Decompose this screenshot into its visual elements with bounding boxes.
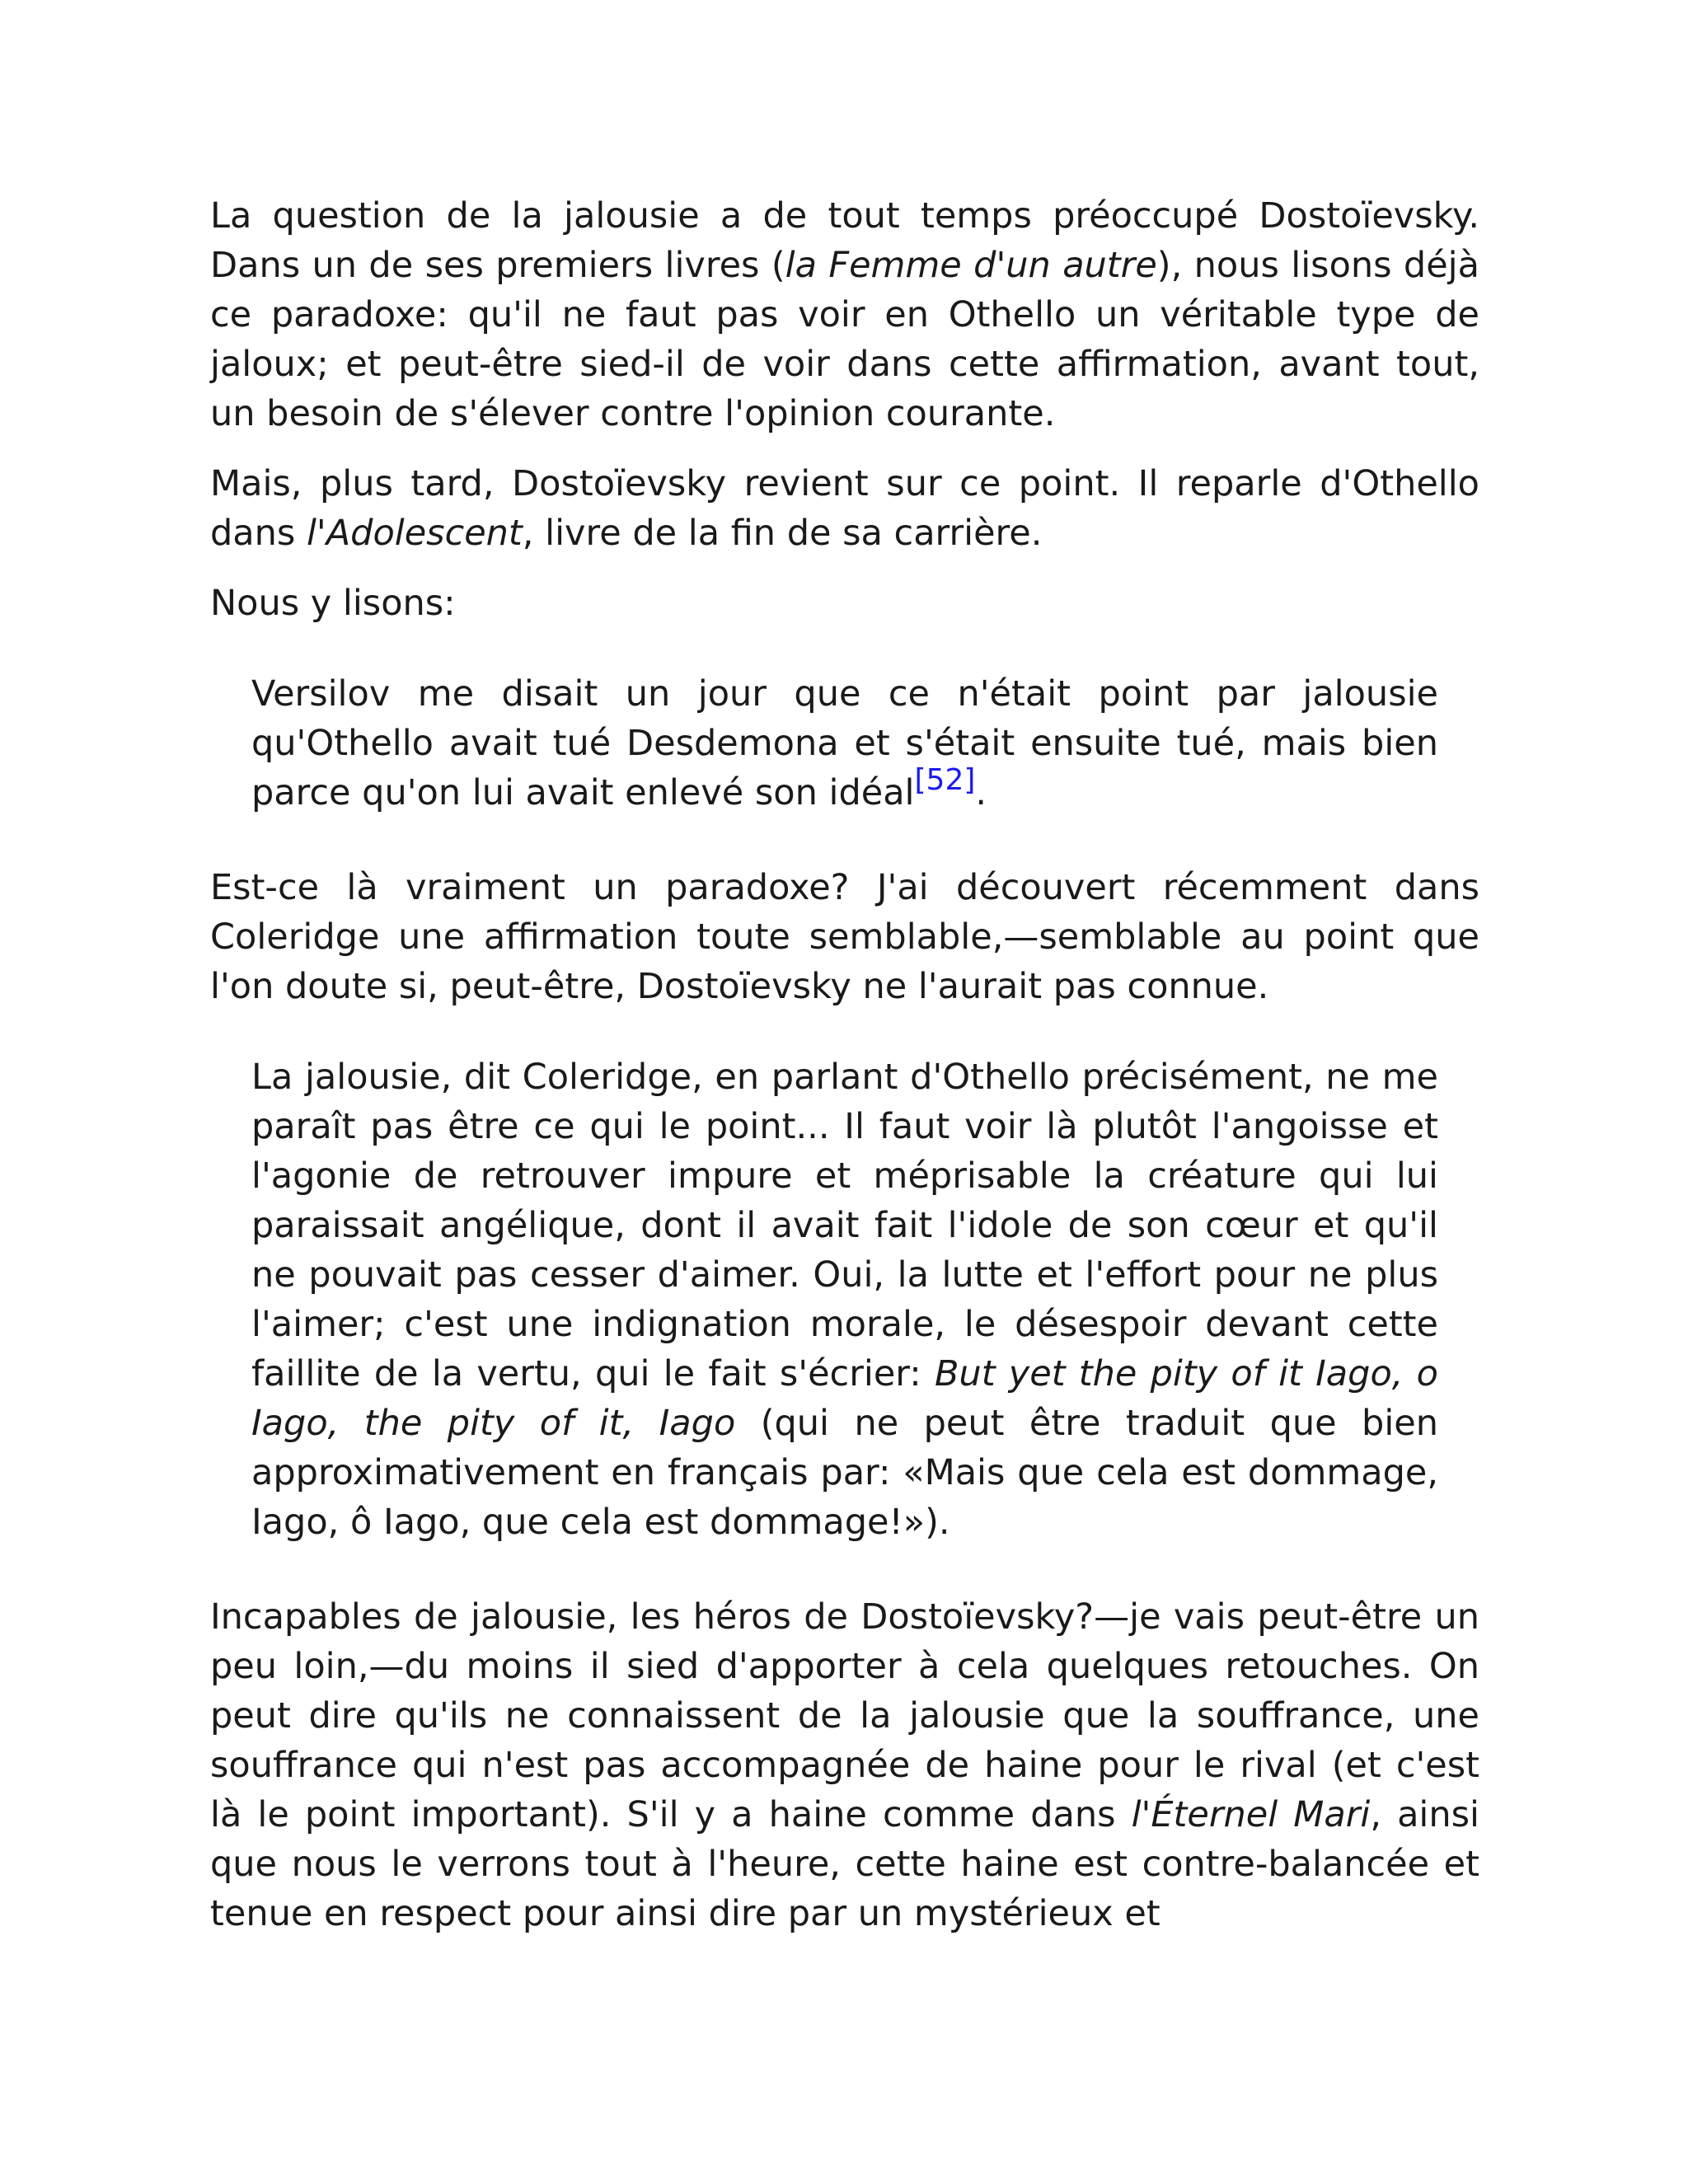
paragraph-1 (210, 191, 1479, 438)
blockquote-versilov (251, 669, 1438, 818)
paragraph-2-text-start: Mais, plus tard, Dostoïevsky revient sur ce point. Il reparle d'Othello dans (210, 463, 1479, 554)
paragraph-1-text-start: La question de la jalousie a de tout temps préoccupé Dostoïevsky. Dans un de ses premiers livres ( (210, 195, 1479, 286)
paragraph-5 (210, 1592, 1479, 1938)
book-title-adolescent: l'Adolescent (306, 513, 523, 554)
shakespeare-quote: But yet the pity of it Iago, o Iago, the pity of it, Iago (251, 1353, 1438, 1444)
blockquote-versilov-end: . (975, 772, 987, 813)
document-page (210, 191, 1479, 1959)
book-title-femme-dun-autre: la Femme d'un autre (785, 245, 1157, 286)
footnote-link-52[interactable]: [52] (914, 763, 976, 797)
paragraph-3: Nous y lisons: (210, 583, 456, 624)
paragraph-5-text-start: Incapables de jalousie, les héros de Dostoïevsky?—je vais peut-être un peu loin,—du moins il sied d'apporter à cela quelques retouches. On peut dire qu'ils ne connaissent de la jalousie que la souffrance, une souffrance qui n'est pas accompagnée de haine pour le rival (et c'est là le point important). S'il y a haine comme dans (210, 1596, 1479, 1835)
paragraph-2-text-end: , livre de la fin de sa carrière. (522, 513, 1043, 554)
blockquote-coleridge (251, 1052, 1438, 1547)
blockquote-versilov-text: Versilov me disait un jour que ce n'était point par jalousie qu'Othello avait tué Desdemona et s'était ensuite tué, mais bien parce qu'on lui avait enlevé son idéal (251, 673, 1438, 813)
paragraph-1-text-end: ), nous lisons déjà ce paradoxe: qu'il ne faut pas voir en Othello un véritable type de jaloux; et peut-être sied-il de voir dans cette affirmation, avant tout, un besoin de s'élever contre l'opinion courante. (210, 245, 1479, 434)
paragraph-4: Est-ce là vraiment un paradoxe? J'ai découvert récemment dans Coleridge une affirmation toute semblable,—semblable au point que l'on doute si, peut-être, Dostoïevsky ne l'aurait pas connue. (210, 867, 1479, 1007)
blockquote-coleridge-text-start: La jalousie, dit Coleridge, en parlant d'Othello précisément, ne me paraît pas être ce qui le point... Il faut voir là plutôt l'angoisse et l'agonie de retrouver impure et méprisable la créature qui lui paraissait angélique, dont il avait fait l'idole de son cœur et qu'il ne pouvait pas cesser d'aimer. Oui, la lutte et l'effort pour ne plus l'aimer; c'est une indignation morale, le désespoir devant cette faillite de la vertu, qui le fait s'écrier: (251, 1057, 1438, 1394)
paragraph-2 (210, 459, 1479, 558)
paragraph-5-text-end: , ainsi que nous le verrons tout à l'heure, cette haine est contre-balancée et tenue en respect pour ainsi dire par un mystérieux et (210, 1794, 1479, 1934)
blockquote-coleridge-text-end: (qui ne peut être traduit que bien approximativement en français par: «Mais que cela est dommage, Iago, ô Iago, que cela est dommage!»). (251, 1403, 1438, 1543)
book-title-eternel-mari: l'Éternel Mari (1131, 1794, 1371, 1835)
